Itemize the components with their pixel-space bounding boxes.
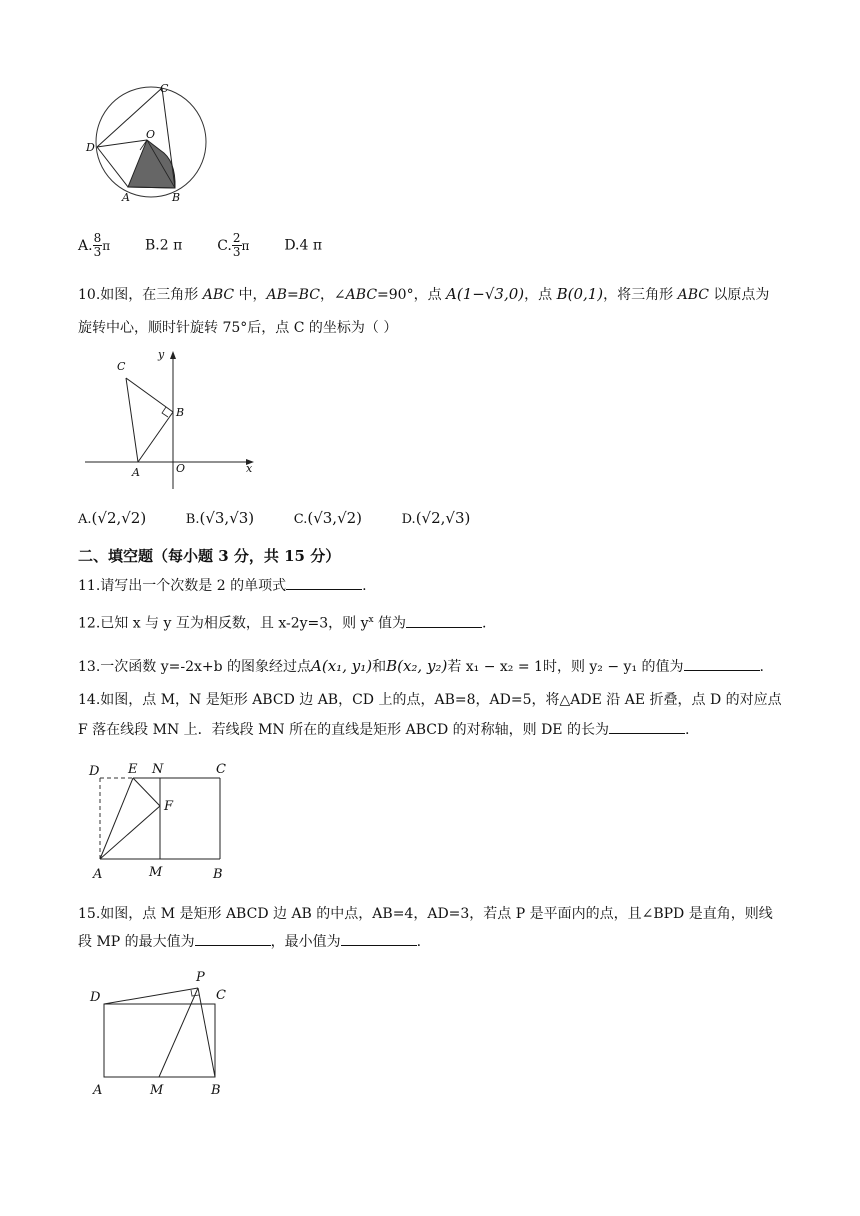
answer-blank[interactable] [406,614,482,628]
figure-q10-axes [82,346,262,491]
label-E: E [128,762,138,777]
option-c: C. $\frac{2}{3}$ π [217,231,250,259]
q9-options [78,232,322,259]
label-B: B [213,867,223,882]
answer-blank-max[interactable] [195,932,271,946]
q12: 12.已知 x 与 y 互为相反数，且 x-2y=3，则 $y^x$ 值为 . [78,615,487,632]
label-y: y [158,348,165,361]
label-x: x [246,462,253,475]
q15-line1: 15.如图，点 M 是矩形 ABCD 边 AB 的中点，AB=4，AD=3，若点 P 是平面内的点，且∠BPD 是直角，则线 [78,906,773,922]
option-d: D.4 π [284,237,323,254]
label-C: C [216,762,226,777]
q14-line2: F 落在线段 MN 上．若线段 MN 所在的直线是矩形 ABCD 的对称轴，则 DE 的长为 . [78,722,690,738]
q14-line1: 14.如图，点 M，N 是矩形 ABCD 边 AB，CD 上的点，AB=8，AD=5，将△ADE 沿 AE 折叠，点 D 的对应点 [78,692,782,708]
label-A: A [93,1083,103,1098]
label-B: B [211,1083,221,1098]
label-D: D [89,764,100,779]
q15-line2: 段 MP 的最大值为 ，最小值为 . [78,934,422,950]
label-D: D [90,990,101,1005]
label-B: B [176,406,185,419]
answer-blank[interactable] [609,720,685,734]
label-A: A [132,466,140,479]
answer-blank[interactable] [684,657,760,671]
label-C: C [160,82,169,95]
figure-q15-rectangle [86,964,246,1100]
label-C: C [216,988,226,1003]
option-a: A.(√2,√2) [78,509,147,527]
answer-blank[interactable] [286,576,362,590]
option-b: B.(√3,√3) [185,509,255,527]
label-N: N [152,762,164,777]
label-P: P [196,970,205,985]
label-F: F [164,799,174,814]
label-A: A [93,867,103,882]
label-C: C [117,360,126,373]
label-A: A [122,191,130,204]
q10-options [78,508,470,530]
label-B: B [172,191,181,204]
q10-line1: 10.如图，在三角形 ABC 中，AB=BC，∠ABC=90°，点 A(1−√3,0)，点 B(0,1)，将三角形 ABC 以原点为 [78,285,770,303]
q11: 11.请写出一个次数是 2 的单项式 . [78,578,367,594]
option-b: B.2 π [145,237,183,254]
fraction-8-3: $\frac{8}{3}$ [93,231,102,259]
option-a: A. $\frac{8}{3}$ π [78,231,111,259]
option-d: D.(√2,√3) [401,509,471,527]
q10-line2: 旋转中心，顺时针旋转 75°后，点 C 的坐标为（ ） [78,320,398,336]
section-2-heading: 二、填空题（每小题 3 分，共 15 分） [78,547,341,565]
label-M: M [149,865,163,880]
label-O: O [176,462,186,475]
label-D: D [86,141,95,154]
label-O: O [146,128,156,141]
figure-q14-rectangle [85,758,245,886]
option-c: C.(√3,√2) [293,509,363,527]
figure-q9-circle [80,80,220,210]
q13: 13.一次函数 y=-2x+b 的图象经过点A(x₁, y₁)和B(x₂, y₂)若 x₁ − x₂ = 1时，则 y₂ − y₁ 的值为 . [78,657,764,675]
label-M: M [150,1083,164,1098]
fraction-2-3: $\frac{2}{3}$ [232,231,241,259]
answer-blank-min[interactable] [341,932,417,946]
